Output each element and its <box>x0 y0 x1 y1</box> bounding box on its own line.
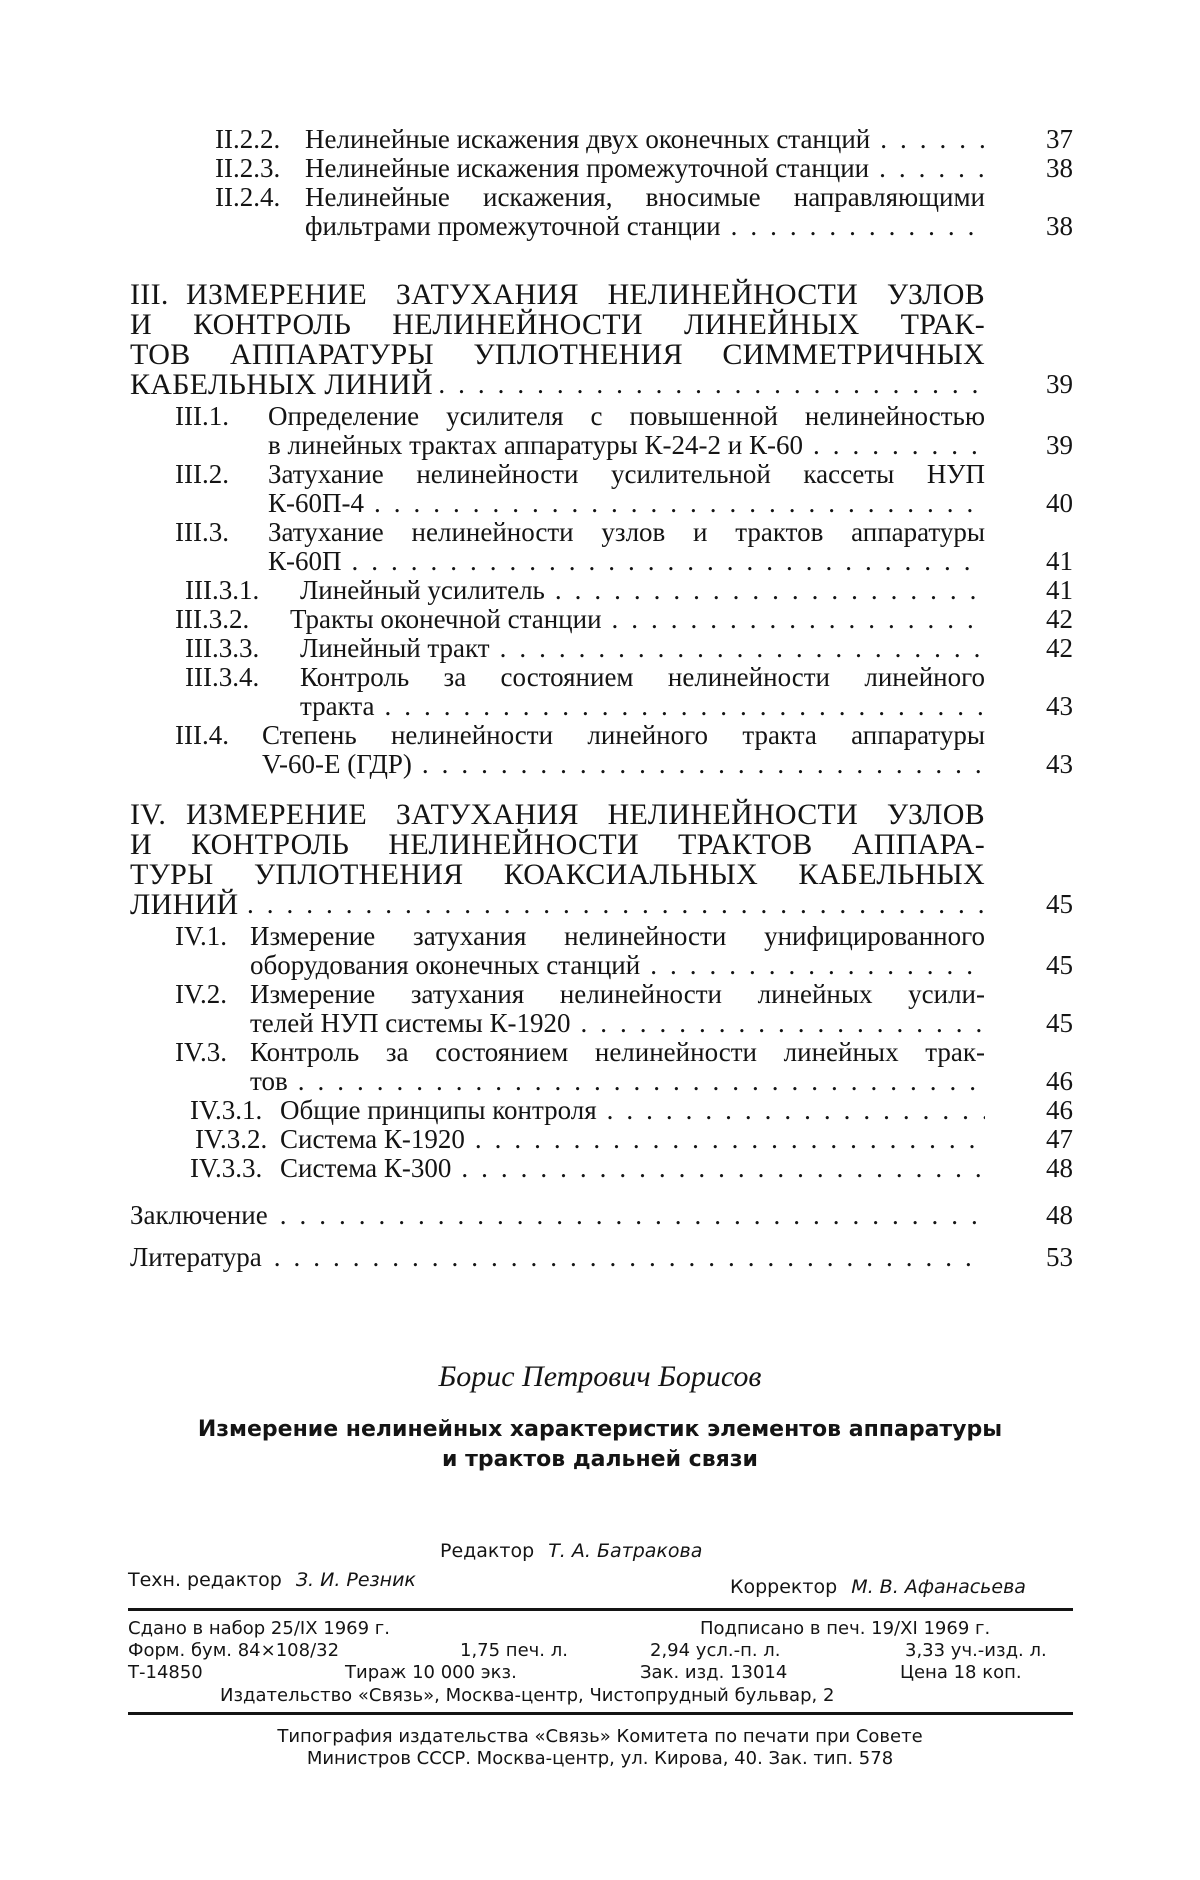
dot-leader: ................................ <box>352 547 986 576</box>
toc-page-number: 43 <box>1013 692 1073 721</box>
toc-page-number: 40 <box>1013 489 1073 518</box>
toc-entry-title: Нелинейные искажения двух оконечных станций <box>305 125 870 154</box>
toc-entry-number: III. <box>130 280 169 310</box>
publisher-address: Издательство «Связь», Москва-центр, Чистопрудный бульвар, 2 <box>220 1681 834 1710</box>
toc-entry-title: Измерение затухания нелинейности линейных усили- <box>250 980 985 1009</box>
print-run: Тираж 10 000 экз. <box>345 1658 517 1687</box>
toc-page-number: 47 <box>1013 1125 1073 1154</box>
toc-entry-title: Контроль за состоянием нелинейности линейных трак- <box>250 1038 985 1067</box>
toc-entry-title: фильтрами промежуточной станции <box>305 212 721 241</box>
order-number: Зак. изд. 13014 <box>640 1658 787 1687</box>
book-title-line-1: Измерение нелинейных характеристик элементов аппаратуры <box>0 1415 1200 1445</box>
toc-entry-number: IV.1. <box>175 922 227 951</box>
toc-conclusion: Заключение <box>130 1201 268 1230</box>
license-number: Т-14850 <box>128 1658 203 1687</box>
toc-entry-title: телей НУП системы К-1920 <box>250 1009 570 1038</box>
toc-page-number: 48 <box>1013 1154 1073 1183</box>
dot-leader: ..................... <box>607 1096 985 1125</box>
conventional-sheets: 2,94 усл.-п. л. <box>650 1636 781 1665</box>
toc-entry-title: ТУРЫ УПЛОТНЕНИЯ КОАКСИАЛЬНЫХ КАБЕЛЬНЫХ <box>130 860 985 889</box>
printer-line-2: Министров СССР. Москва-центр, ул. Кирова, 40. Зак. тип. 578 <box>0 1744 1200 1773</box>
toc-entry-number: II.2.2. <box>215 125 280 154</box>
toc-entry-number: IV.3.1. <box>190 1096 262 1125</box>
toc-entry-title: ТОВ АППАРАТУРЫ УПЛОТНЕНИЯ СИММЕТРИЧНЫХ <box>130 340 985 369</box>
toc-entry-number: III.1. <box>175 402 229 431</box>
dot-leader: ........ <box>813 431 985 460</box>
dot-leader: ..... <box>879 154 985 183</box>
editor-label: Редактор <box>440 1540 534 1562</box>
dot-leader: .......................... <box>475 1125 985 1154</box>
book-title-line-2: и трактов дальней связи <box>0 1445 1200 1475</box>
toc-entry-title: Контроль за состоянием нелинейности линейного <box>300 663 985 692</box>
dot-leader: ........................... <box>438 370 985 399</box>
printer-line-1: Типография издательства «Связь» Комитета по печати при Совете <box>0 1722 1200 1751</box>
corrector-name: М. В. Афанасьева <box>851 1576 1026 1598</box>
toc-entry-number: IV.3.3. <box>190 1154 262 1183</box>
toc-entry-number: IV.3. <box>175 1038 227 1067</box>
toc-entry-title: в линейных трактах аппаратуры К-24-2 и К-60 <box>268 431 803 460</box>
author-name: Борис Петрович Борисов <box>0 1360 1200 1394</box>
toc-entry-title: К-60П <box>268 547 342 576</box>
toc-page-number: 48 <box>1013 1201 1073 1230</box>
toc-page-number: 45 <box>1013 951 1073 980</box>
dot-leader: ..................... <box>580 1009 985 1038</box>
toc-page-number: 41 <box>1013 547 1073 576</box>
toc-page-number: 45 <box>1013 1009 1073 1038</box>
toc-entry-title: Измерение затухания нелинейности унифицированного <box>250 922 985 951</box>
publisher-sheets: 3,33 уч.-изд. л. <box>905 1636 1047 1665</box>
typeset-date: Сдано в набор 25/IX 1969 г. <box>128 1614 390 1643</box>
dot-leader: ..................................... <box>247 890 985 919</box>
dot-leader: ............ <box>731 212 985 241</box>
toc-entry-title: тов <box>250 1067 288 1096</box>
toc-entry-number: III.3.4. <box>185 663 259 692</box>
toc-page-number: 38 <box>1013 212 1073 241</box>
signed-date: Подписано в печ. 19/XI 1969 г. <box>700 1614 990 1643</box>
tech-editor-credit <box>128 1566 416 1595</box>
editor-name: Т. А. Батракова <box>548 1540 702 1562</box>
dot-leader: .................................... <box>280 1201 985 1230</box>
toc-page-number: 39 <box>1013 370 1073 399</box>
toc-entry-title: Затухание нелинейности узлов и трактов аппаратуры <box>268 518 985 547</box>
toc-page-number: 46 <box>1013 1096 1073 1125</box>
toc-entry-number: IV. <box>130 800 166 830</box>
imprint-rule-bottom <box>128 1712 1073 1715</box>
toc-page-number: 46 <box>1013 1067 1073 1096</box>
toc-entry-title: V-60-E (ГДР) <box>262 750 412 779</box>
toc-page-number: 37 <box>1013 125 1073 154</box>
tech-editor-name: З. И. Резник <box>296 1569 416 1591</box>
toc-entry-title: Нелинейные искажения, вносимые направляющими <box>305 183 985 212</box>
toc-entry-title: Линейный усилитель <box>300 576 545 605</box>
dot-leader: .................................... <box>274 1243 985 1272</box>
dot-leader: .................................. <box>298 1067 985 1096</box>
toc-entry-number: IV.3.2. <box>195 1125 267 1154</box>
toc-entry-title: ИЗМЕРЕНИЕ ЗАТУХАНИЯ НЕЛИНЕЙНОСТИ УЗЛОВ <box>186 280 985 309</box>
toc-entry-title: К-60П-4 <box>268 489 364 518</box>
book-title <box>0 1415 1200 1475</box>
dot-leader: ..... <box>880 125 985 154</box>
dot-leader: ..................... <box>555 576 985 605</box>
toc-page-number: 45 <box>1013 890 1073 919</box>
toc-entry-title: Система К-300 <box>280 1154 451 1183</box>
paper-format: Форм. бум. 84×108/32 <box>128 1636 339 1665</box>
toc-entry-title: И КОНТРОЛЬ НЕЛИНЕЙНОСТИ ЛИНЕЙНЫХ ТРАК- <box>130 310 985 339</box>
toc-entry-title: ЛИНИЙ <box>130 890 239 920</box>
toc-page-number: 43 <box>1013 750 1073 779</box>
toc-page-number: 41 <box>1013 576 1073 605</box>
toc-entry-number: III.2. <box>175 460 229 489</box>
toc-entry-number: IV.2. <box>175 980 227 1009</box>
toc-entry-title: тракта <box>300 692 375 721</box>
dot-leader: ............................ <box>422 750 985 779</box>
tech-editor-label: Техн. редактор <box>128 1569 282 1591</box>
toc-entry-number: III.4. <box>175 721 229 750</box>
print-sheets: 1,75 печ. л. <box>460 1636 568 1665</box>
toc-entry-title: Общие принципы контроля <box>280 1096 597 1125</box>
toc-page-number: 38 <box>1013 154 1073 183</box>
toc-entry-title: ИЗМЕРЕНИЕ ЗАТУХАНИЯ НЕЛИНЕЙНОСТИ УЗЛОВ <box>186 800 985 829</box>
toc-entry-number: II.2.3. <box>215 154 280 183</box>
toc-page-number: 42 <box>1013 605 1073 634</box>
toc-entry-title: КАБЕЛЬНЫХ ЛИНИЙ <box>130 370 433 400</box>
dot-leader: ............................... <box>374 489 985 518</box>
toc-entry-number: III.3. <box>175 518 229 547</box>
corrector-label: Корректор <box>730 1576 837 1598</box>
dot-leader: ............................... <box>385 692 986 721</box>
book-page <box>0 0 1200 1880</box>
imprint-rule-top <box>128 1608 1073 1611</box>
toc-entry-title: Степень нелинейности линейного тракта аппаратуры <box>262 721 985 750</box>
toc-page-number: 42 <box>1013 634 1073 663</box>
toc-entry-title: Тракты оконечной станции <box>290 605 602 634</box>
price: Цена 18 коп. <box>900 1658 1022 1687</box>
toc-entry-title: оборудования оконечных станций <box>250 951 640 980</box>
dot-leader: ................. <box>650 951 985 980</box>
toc-entry-title: Линейный тракт <box>300 634 490 663</box>
toc-entry-number: III.3.3. <box>185 634 259 663</box>
toc-entry-title: Затухание нелинейности усилительной кассеты НУП <box>268 460 985 489</box>
toc-entry-number: III.3.2. <box>175 605 249 634</box>
toc-page-number: 53 <box>1013 1243 1073 1272</box>
toc-entry-number: II.2.4. <box>215 183 280 212</box>
toc-page-number: 39 <box>1013 431 1073 460</box>
editor-credit <box>440 1537 702 1566</box>
toc-entry-title: Определение усилителя с повышенной нелинейностью <box>268 402 985 431</box>
toc-references: Литература <box>130 1243 262 1272</box>
toc-entry-title: Система К-1920 <box>280 1125 465 1154</box>
toc-entry-title: Нелинейные искажения промежуточной станции <box>305 154 869 183</box>
dot-leader: .......................... <box>461 1154 985 1183</box>
dot-leader: ..................... <box>612 605 985 634</box>
toc-entry-number: III.3.1. <box>185 576 259 605</box>
corrector-credit <box>730 1573 1026 1602</box>
dot-leader: ........................ <box>500 634 985 663</box>
toc-entry-title: И КОНТРОЛЬ НЕЛИНЕЙНОСТИ ТРАКТОВ АППАРА- <box>130 830 985 859</box>
